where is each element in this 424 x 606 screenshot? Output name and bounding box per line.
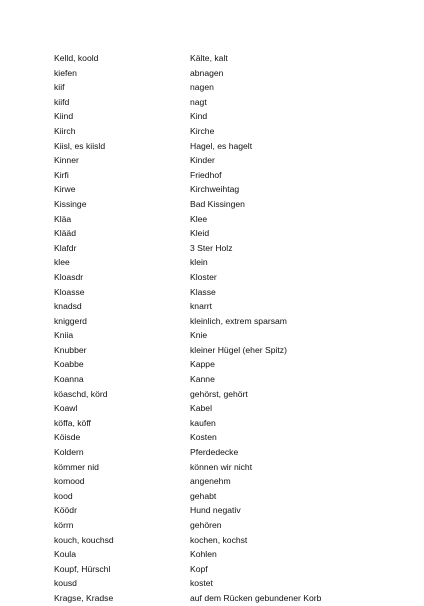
dialect-term: Kelld, koold [54,53,99,63]
standard-german-meaning: klein [190,257,208,268]
glossary-entry [0,226,424,241]
dialect-term: köaschd, körd [54,388,108,399]
standard-german-meaning: Kirche [190,125,215,136]
dialect-term: körrn [54,520,74,530]
glossary-entry [0,460,424,475]
dialect-term: Kiind [54,111,74,122]
glossary-entry [0,51,424,66]
dialect-term: Klääd [54,228,76,239]
standard-german-meaning: abnagen [190,67,224,78]
dialect-term: Kiirch [54,125,76,136]
standard-german-meaning: kaufen [190,417,216,428]
standard-german-meaning: kleinlich, extrem sparsam [190,315,287,326]
standard-german-meaning: Kinder [190,155,215,166]
dialect-term: Kloasdr [54,271,84,282]
standard-german-meaning: nagt [190,96,207,107]
dialect-term: kiif [54,82,65,93]
standard-german-meaning: knarrt [190,301,212,312]
glossary-entry [0,430,424,445]
glossary-entry [0,576,424,591]
dialect-term: Kniia [54,330,74,341]
glossary-entry [0,562,424,577]
dialect-term: Koupf, Hürschl [54,563,111,574]
standard-german-meaning: Kanne [190,374,215,385]
standard-german-meaning: gehören [190,520,222,530]
glossary-entry [0,168,424,183]
standard-german-meaning: Friedhof [190,169,222,180]
dialect-term: kood [54,490,73,501]
dialect-term: köffa, köff [54,417,91,428]
glossary-entry [0,109,424,124]
dialect-term: Klafdr [54,242,77,253]
standard-german-meaning: Kopf [190,563,208,574]
dialect-term: Koanna [54,374,84,385]
standard-german-meaning: Kabel [190,403,212,414]
standard-german-meaning: Kohlen [190,549,217,560]
standard-german-meaning: gehabt [190,490,217,501]
standard-german-meaning: Bad Kissingen [190,198,245,209]
dialect-term: Koawl [54,403,78,414]
dialect-term: Koabbe [54,359,84,370]
glossary-entry [0,314,424,329]
glossary-entry [0,489,424,504]
glossary-entry [0,197,424,212]
dialect-term: komood [54,476,85,487]
dialect-term: Kiisl, es kiisld [54,140,106,151]
standard-german-meaning: Kleid [190,228,210,239]
dialect-term: kiifd [54,96,70,107]
standard-german-meaning: Pferdedecke [190,447,239,458]
standard-german-meaning: gehörst, gehört [190,388,248,399]
glossary-entry [0,343,424,358]
glossary-entry [0,518,424,533]
dialect-term: Kinner [54,155,79,166]
standard-german-meaning: Klasse [190,286,216,297]
dialect-term: kouch, kouchsd [54,534,114,545]
standard-german-meaning: angenehm [190,476,231,487]
glossary-entry [0,474,424,489]
standard-german-meaning: können wir nicht [190,461,253,472]
standard-german-meaning: Kind [190,111,208,122]
glossary-entry [0,124,424,139]
dialect-term: Koldern [54,447,84,458]
glossary-entry [0,255,424,270]
glossary-entry [0,591,424,606]
dialect-term: Köödr [54,505,77,516]
standard-german-meaning: Knie [190,330,208,341]
dialect-term: kiefen [54,67,77,78]
standard-german-meaning: kostet [190,578,213,589]
standard-german-meaning: Kloster [190,271,217,282]
dialect-term: Kirfi [54,169,69,180]
glossary-entry [0,139,424,154]
glossary-entry [0,80,424,95]
glossary-entry [0,299,424,314]
glossary-entry [0,241,424,256]
glossary-entry [0,503,424,518]
glossary-entry [0,328,424,343]
dialect-term: Köisde [54,432,81,443]
glossary-entry [0,212,424,227]
standard-german-meaning: Kappe [190,359,215,370]
glossary-entry [0,372,424,387]
standard-german-meaning: Kosten [190,432,217,443]
dialect-term: Kirwe [54,184,76,195]
dialect-term: Koula [54,549,76,560]
glossary-entry [0,357,424,372]
standard-german-meaning: auf dem Rücken gebundener Korb [190,592,322,603]
glossary-entry [0,547,424,562]
glossary-list [0,51,424,606]
glossary-entry [0,153,424,168]
glossary-entry [0,270,424,285]
dialect-term: Kloasse [54,286,85,297]
dialect-term: kousd [54,578,77,589]
dialect-term: klee [54,257,70,268]
standard-german-meaning: kochen, kochst [190,534,248,545]
standard-german-meaning: kleiner Hügel (eher Spitz) [190,344,287,355]
dialect-term: kniggerd [54,315,87,326]
standard-german-meaning: Kälte, kalt [190,53,228,63]
glossary-entry [0,416,424,431]
glossary-entry [0,445,424,460]
standard-german-meaning: Kirchweihtag [190,184,240,195]
standard-german-meaning: nagen [190,82,214,93]
glossary-entry [0,533,424,548]
glossary-entry [0,182,424,197]
dialect-term: Kissinge [54,198,87,209]
glossary-entry [0,401,424,416]
dialect-term: Kragse, Kradse [54,592,114,603]
dialect-term: knadsd [54,301,82,312]
dialect-term: kömmer nid [54,461,99,472]
glossary-entry [0,387,424,402]
standard-german-meaning: Hund negativ [190,505,241,516]
glossary-entry [0,66,424,81]
glossary-entry [0,95,424,110]
standard-german-meaning: Hagel, es hagelt [190,140,253,151]
glossary-entry [0,285,424,300]
standard-german-meaning: Klee [190,213,208,224]
standard-german-meaning: 3 Ster Holz [190,242,233,253]
dialect-term: Kläa [54,213,72,224]
dialect-term: Knubber [54,344,87,355]
